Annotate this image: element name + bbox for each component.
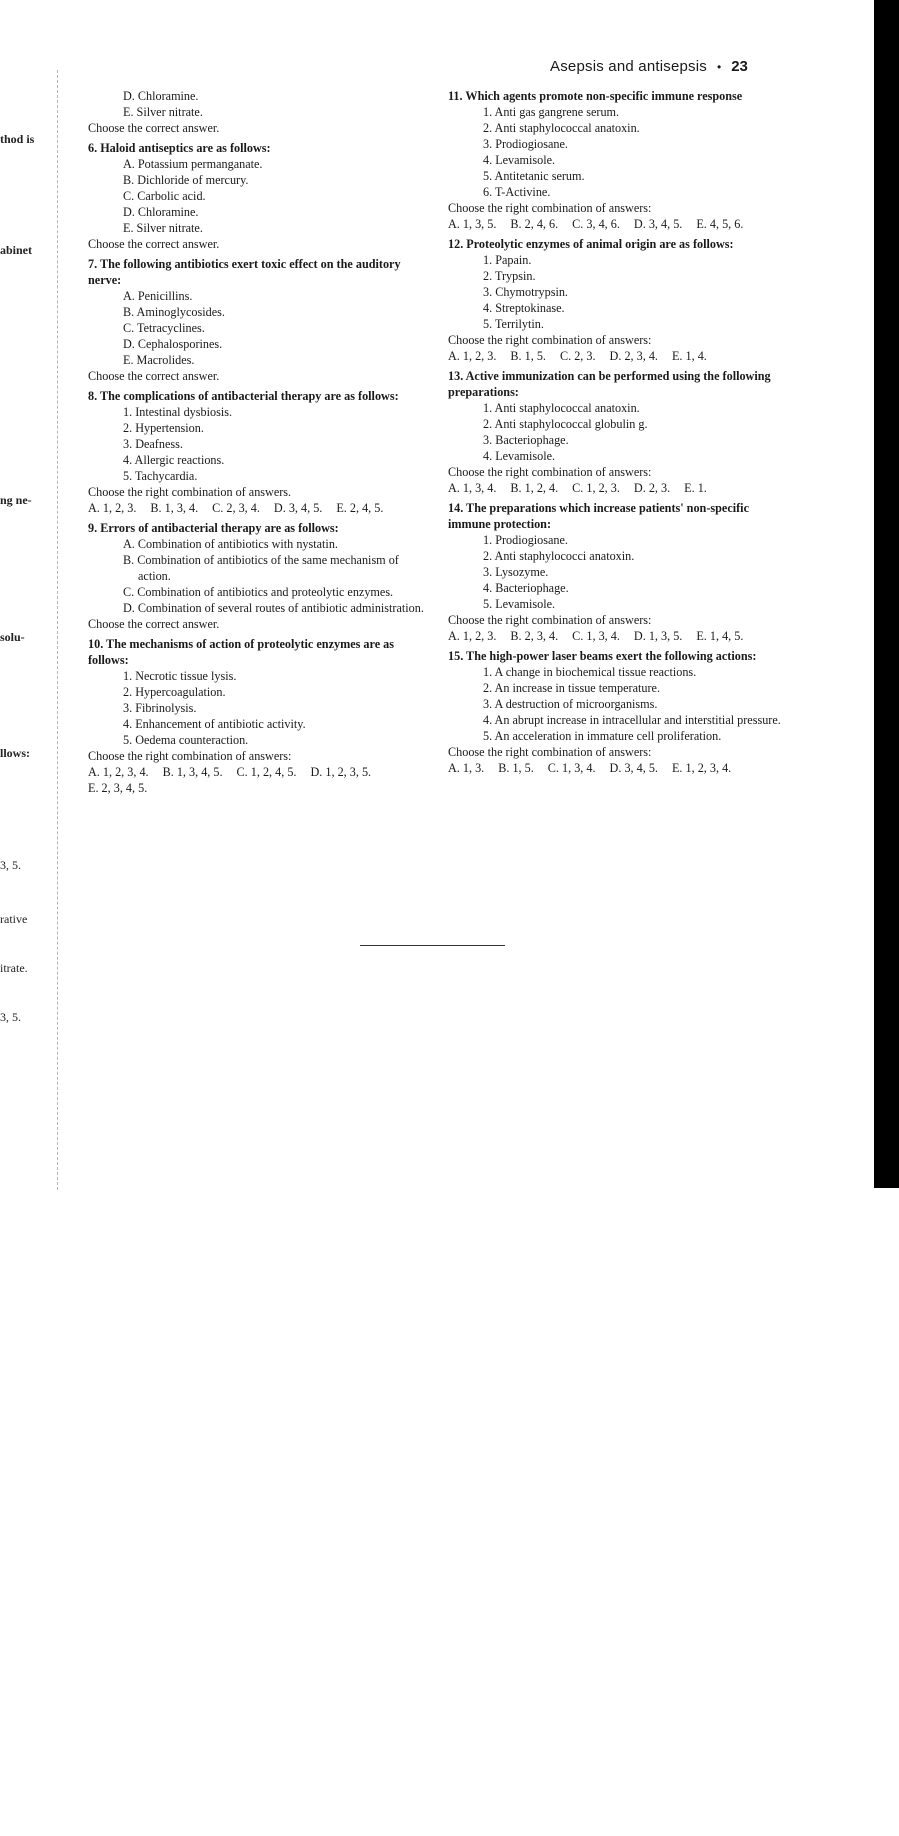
- option: C. Carbolic acid.: [123, 189, 206, 203]
- answer-choice: D. 3, 4, 5.: [633, 217, 683, 231]
- answer-choice: D. 1, 3, 5.: [633, 629, 683, 643]
- instruction: Choose the correct answer.: [88, 617, 220, 631]
- answer-choice: D. 2, 3, 4.: [609, 349, 658, 363]
- option: 1. Anti staphylococcal anatoxin.: [483, 401, 640, 415]
- instruction: Choose the correct answer.: [88, 237, 220, 251]
- option: 1. Anti gas gangrene serum.: [483, 105, 620, 119]
- option: 3. Fibrinolysis.: [123, 701, 197, 715]
- question-12: [448, 236, 790, 364]
- margin-fragment: llows:: [0, 746, 30, 760]
- option: D. Cephalosporines.: [123, 337, 223, 351]
- option: 4. Streptokinase.: [483, 301, 565, 315]
- option: E. Macrolides.: [123, 353, 195, 367]
- answer-combinations: [88, 764, 424, 796]
- answer-choice: E. 2, 4, 5.: [336, 501, 384, 515]
- answer-choice: D. 3, 4, 5.: [273, 501, 323, 515]
- option: B. Aminoglycosides.: [123, 305, 225, 319]
- option-list: [448, 104, 790, 200]
- instruction: Choose the correct answer.: [88, 121, 220, 135]
- question-7: [88, 256, 424, 384]
- answer-choice: E. 2, 3, 4, 5.: [88, 781, 148, 795]
- header-title: Asepsis and antisepsis: [550, 58, 707, 75]
- answer-choice: E. 1.: [684, 481, 707, 495]
- answer-choice: C. 1, 3, 4.: [572, 629, 620, 643]
- instruction: Choose the right combination of answers:: [448, 745, 652, 759]
- option: 4. Enhancement of antibiotic activity.: [123, 717, 306, 731]
- option: D. Combination of several routes of antibiotic administration.: [123, 601, 424, 615]
- margin-fragment: abinet: [0, 243, 33, 257]
- option: 1. Intestinal dysbiosis.: [123, 405, 233, 419]
- question-title: 11. Which agents promote non-specific immune response: [448, 89, 743, 103]
- page-fold-line: [57, 70, 58, 1190]
- answer-choice: A. 1, 3.: [448, 761, 485, 775]
- option: 5. An acceleration in immature cell proliferation.: [483, 729, 722, 743]
- scan-edge-bar: [874, 0, 899, 1188]
- question-title: 10. The mechanisms of action of proteolytic enzymes are as follows:: [88, 637, 395, 667]
- option-list: [448, 400, 790, 464]
- question-title: 6. Haloid antiseptics are as follows:: [88, 141, 271, 155]
- answer-choice: D. 1, 2, 3, 5.: [310, 765, 372, 779]
- question-title: 14. The preparations which increase patients' non-specific immune protection:: [448, 501, 749, 531]
- option: B. Combination of antibiotics of the same mechanism of action.: [123, 553, 399, 583]
- option-list: [88, 88, 424, 120]
- option: 5. Antitetanic serum.: [483, 169, 585, 183]
- answer-choice: B. 1, 5.: [498, 761, 534, 775]
- answer-combinations: [448, 628, 790, 644]
- instruction: Choose the right combination of answers:: [448, 201, 652, 215]
- question-14: [448, 500, 790, 644]
- option: A. Potassium permanganate.: [123, 157, 263, 171]
- answer-choice: E. 4, 5, 6.: [696, 217, 744, 231]
- option: 1. Necrotic tissue lysis.: [123, 669, 237, 683]
- option: 4. Bacteriophage.: [483, 581, 569, 595]
- option: 3. Chymotrypsin.: [483, 285, 568, 299]
- question-continued: [88, 88, 424, 136]
- left-column: [88, 88, 424, 800]
- option-list: [448, 252, 790, 332]
- answer-choice: C. 2, 3.: [559, 349, 596, 363]
- question-title: 8. The complications of antibacterial therapy are as follows:: [88, 389, 399, 403]
- option: 1. A change in biochemical tissue reactions.: [483, 665, 697, 679]
- answer-choice: C. 1, 3, 4.: [547, 761, 596, 775]
- option-list: [88, 288, 424, 368]
- margin-fragment: solu-: [0, 630, 25, 644]
- answer-combinations: [448, 760, 790, 776]
- answer-choice: A. 1, 2, 3.: [448, 629, 497, 643]
- option: 6. T-Activine.: [483, 185, 551, 199]
- option: 2. Anti staphylococcal globulin g.: [483, 417, 648, 431]
- option-list: [88, 404, 424, 484]
- answer-choice: D. 3, 4, 5.: [609, 761, 658, 775]
- question-15: [448, 648, 790, 776]
- option-list: [88, 156, 424, 236]
- option: A. Combination of antibiotics with nystatin.: [123, 537, 338, 551]
- answer-combinations: [88, 500, 424, 516]
- right-column: [448, 88, 790, 780]
- option: 4. Levamisole.: [483, 449, 556, 463]
- answer-combinations: [448, 348, 790, 364]
- margin-fragment: ng ne-: [0, 493, 32, 507]
- option: 2. An increase in tissue temperature.: [483, 681, 660, 695]
- answer-choice: B. 2, 3, 4.: [510, 629, 559, 643]
- question-title: 15. The high-power laser beams exert the following actions:: [448, 649, 757, 663]
- option: 1. Prodiogiosane.: [483, 533, 568, 547]
- question-11: [448, 88, 790, 232]
- option: 2. Trypsin.: [483, 269, 536, 283]
- option-list: [448, 532, 790, 612]
- question-13: [448, 368, 790, 496]
- answer-choice: C. 1, 2, 3.: [572, 481, 620, 495]
- option: 1. Papain.: [483, 253, 532, 267]
- option: D. Chloramine.: [123, 205, 199, 219]
- option: E. Silver nitrate.: [123, 105, 203, 119]
- option: 2. Hypertension.: [123, 421, 204, 435]
- answer-choice: E. 1, 4, 5.: [696, 629, 744, 643]
- option: 4. Allergic reactions.: [123, 453, 225, 467]
- answer-combinations: [448, 216, 790, 232]
- option: 5. Levamisole.: [483, 597, 556, 611]
- answer-choice: E. 1, 4.: [671, 349, 707, 363]
- instruction: Choose the right combination of answers:: [448, 465, 652, 479]
- instruction: Choose the right combination of answers.: [88, 485, 292, 499]
- answer-choice: C. 1, 2, 4, 5.: [236, 765, 297, 779]
- option: 3. Prodiogiosane.: [483, 137, 568, 151]
- answer-combinations: [448, 480, 790, 496]
- option-list: [88, 668, 424, 748]
- running-header: [550, 58, 788, 75]
- option: 5. Tachycardia.: [123, 469, 198, 483]
- option: B. Dichloride of mercury.: [123, 173, 249, 187]
- question-title: 12. Proteolytic enzymes of animal origin are as follows:: [448, 237, 734, 251]
- option: 5. Terrilytin.: [483, 317, 544, 331]
- margin-fragment: 3, 5.: [0, 858, 21, 872]
- answer-choice: A. 1, 2, 3.: [88, 501, 137, 515]
- option: D. Chloramine.: [123, 89, 199, 103]
- answer-choice: B. 1, 5.: [510, 349, 546, 363]
- answer-choice: C. 2, 3, 4.: [212, 501, 260, 515]
- question-title: 9. Errors of antibacterial therapy are as follows:: [88, 521, 339, 535]
- margin-fragment: 3, 5.: [0, 1010, 21, 1024]
- answer-choice: A. 1, 3, 4.: [448, 481, 497, 495]
- option-list: [88, 536, 424, 616]
- instruction: Choose the right combination of answers:: [448, 613, 652, 627]
- answer-choice: B. 1, 2, 4.: [510, 481, 559, 495]
- option: 4. An abrupt increase in intracellular and interstitial pressure.: [483, 713, 781, 727]
- margin-fragment: rative: [0, 912, 28, 926]
- option: 5. Oedema counteraction.: [123, 733, 249, 747]
- option: A. Penicillins.: [123, 289, 193, 303]
- question-title: 13. Active immunization can be performed using the following preparations:: [448, 369, 771, 399]
- margin-fragment: itrate.: [0, 961, 28, 975]
- answer-choice: B. 1, 3, 4.: [150, 501, 199, 515]
- answer-choice: C. 3, 4, 6.: [572, 217, 620, 231]
- question-title: 7. The following antibiotics exert toxic effect on the auditory nerve:: [88, 257, 401, 287]
- question-9: [88, 520, 424, 632]
- header-separator: •: [717, 60, 722, 74]
- page-number: 23: [731, 58, 748, 75]
- option: 2. Anti staphylococcal anatoxin.: [483, 121, 640, 135]
- answer-choice: A. 1, 3, 5.: [448, 217, 497, 231]
- option: C. Tetracyclines.: [123, 321, 205, 335]
- question-6: [88, 140, 424, 252]
- option: 2. Anti staphylococci anatoxin.: [483, 549, 635, 563]
- option: C. Combination of antibiotics and proteolytic enzymes.: [123, 585, 394, 599]
- answer-choice: B. 1, 3, 4, 5.: [162, 765, 223, 779]
- answer-choice: E. 1, 2, 3, 4.: [671, 761, 732, 775]
- option-list: [448, 664, 790, 744]
- answer-choice: A. 1, 2, 3.: [448, 349, 497, 363]
- instruction: Choose the right combination of answers:: [88, 749, 292, 763]
- option: E. Silver nitrate.: [123, 221, 203, 235]
- answer-choice: D. 2, 3.: [633, 481, 671, 495]
- instruction: Choose the correct answer.: [88, 369, 220, 383]
- option: 2. Hypercoagulation.: [123, 685, 226, 699]
- option: 3. Bacteriophage.: [483, 433, 569, 447]
- margin-fragment: thod is: [0, 132, 35, 146]
- answer-choice: B. 2, 4, 6.: [510, 217, 559, 231]
- section-end-rule: [360, 945, 505, 946]
- option: 3. Lysozyme.: [483, 565, 549, 579]
- option: 4. Levamisole.: [483, 153, 556, 167]
- question-8: [88, 388, 424, 516]
- answer-choice: A. 1, 2, 3, 4.: [88, 765, 149, 779]
- option: 3. A destruction of microorganisms.: [483, 697, 658, 711]
- instruction: Choose the right combination of answers:: [448, 333, 652, 347]
- option: 3. Deafness.: [123, 437, 183, 451]
- question-10: [88, 636, 424, 796]
